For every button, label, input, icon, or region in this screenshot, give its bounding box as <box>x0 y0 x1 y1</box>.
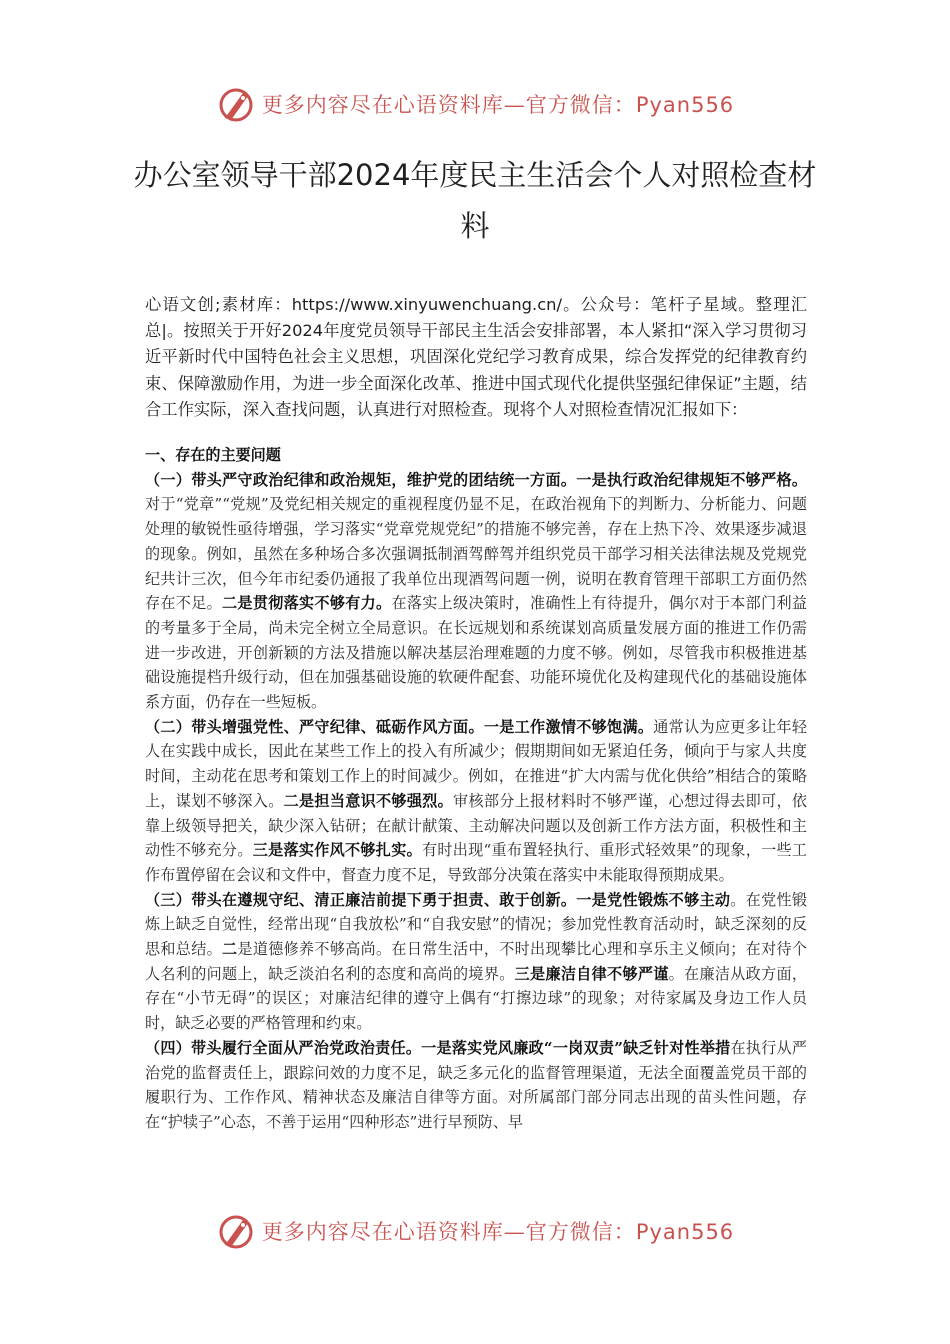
section-heading: 一、存在的主要问题 <box>145 446 281 464</box>
banner-label: 更多内容尽在心语资料库—官方微信：Pyan556 <box>261 93 735 117</box>
paragraph-2: （二）带头增强党性、严守纪律、砥砺作风方面。一是工作激情不够饱满。通常认为应更多让年轻人在实践中成长，因此在某些工作上的投入有所减少；假期期间如无紧迫任务，倾向于与家人共度时间，主动花在思考和策划工作上的时间减少。例如，在推进“扩大内需与优化供给”相结合的策略上，谋划不够深入。二是担当意识不够强烈。审核部分上报材料时不够严谨，心想过得去即可，依靠上级领导把关，缺少深入钻研；在献计献策、主动解决问题以及创新工作方法方面，积极性和主动性不够充分。三是落实作风不够扎实。有时出现“重布置轻执行、重形式轻效果”的现象，一些工作布置停留在会议和文件中，督查力度不足，导致部分决策在落实中未能取得预期成果。 <box>145 717 807 884</box>
document-body <box>145 443 807 1135</box>
header-banner[interactable] <box>0 80 950 128</box>
pen-nib-circle-icon <box>216 1211 256 1251</box>
wechat-handle: Pyan556 <box>635 1220 735 1244</box>
paragraph-3: （三）带头在遵规守纪、清正廉洁前提下勇于担责、敢于创新。一是党性锻炼不够主动。在党性锻炼上缺乏自觉性，经常出现“自我放松”和“自我安慰”的情况；参加党性教育活动时，缺乏深刻的反思和总结。二是道德修养不够高尚。在日常生活中，不时出现攀比心理和享乐主义倾向；在对待个人名利的问题上，缺乏淡泊名利的态度和高尚的境界。三是廉洁自律不够严谨。在廉洁从政方面，存在“小节无碍”的误区；对廉洁纪律的遵守上偶有“打擦边球”的现象；对待家属及身边工作人员时，缺乏必要的严格管理和约束。 <box>145 890 807 1033</box>
paragraph-4: （四）带头履行全面从严治党政治责任。一是落实党风廉政“一岗双责”缺乏针对性举措在执行从严治党的监督责任上，跟踪问效的力度不足，缺乏多元化的监督管理渠道，无法全面覆盖党员干部的履职行为、工作作风、精神状态及廉洁自律等方面。对所属部门部分同志出现的苗头性问题，存在“护犊子”心态，不善于运用“四种形态”进行早预防、早 <box>145 1038 807 1131</box>
footer-banner[interactable] <box>0 1207 950 1255</box>
intro-paragraph: 心语文创;素材库：https://www.xinyuwenchuang.cn/。公众号：笔杆子星域。整理汇总|。按照关于开好2024年度党员领导干部民主生活会安排部署，本人紧扣“深入学习贯彻习近平新时代中国特色社会主义思想，巩固深化党纪学习教育成果，综合发挥党的纪律教育约束、保障激励作用，为进一步全面深化改革、推进中国式现代化提供坚强纪律保证”主题，结合工作实际，深入查找问题，认真进行对照检查。现将个人对照检查情况汇报如下： <box>145 295 807 419</box>
wechat-handle: Pyan556 <box>635 93 735 117</box>
banner-label: 更多内容尽在心语资料库—官方微信：Pyan556 <box>261 1220 735 1244</box>
page-title: 办公室领导干部2024年度民主生活会个人对照检查材料 <box>133 158 817 243</box>
pen-nib-circle-icon <box>216 84 256 124</box>
paragraph-1: （一）带头严守政治纪律和政治规矩，维护党的团结统一方面。一是执行政治纪律规矩不够严格。对于“党章”“党规”及党纪相关规定的重视程度仍显不足，在政治视角下的判断力、分析能力、问题处理的敏锐性亟待增强，学习落实“党章党规党纪”的措施不够完善，存在上热下冷、效果逐步减退的现象。例如，虽然在多种场合多次强调抵制酒驾醉驾并组织党员干部学习相关法律法规及党规党纪共计三次，但今年市纪委仍通报了我单位出现酒驾问题一例，说明在教育管理干部职工方面仍然存在不足。二是贯彻落实不够有力。在落实上级决策时，准确性上有待提升，偶尔对于本部门利益的考量多于全局，尚未完全树立全局意识。在长远规划和系统谋划高质量发展方面的推进工作仍需进一步改进，开创新颖的方法及措施以解决基层治理难题的力度不够。例如，尽管我市积极推进基础设施提档升级行动，但在加强基础设施的软硬件配套、功能环境优化及构建现代化的基础设施体系方面，仍存在一些短板。 <box>145 470 807 712</box>
